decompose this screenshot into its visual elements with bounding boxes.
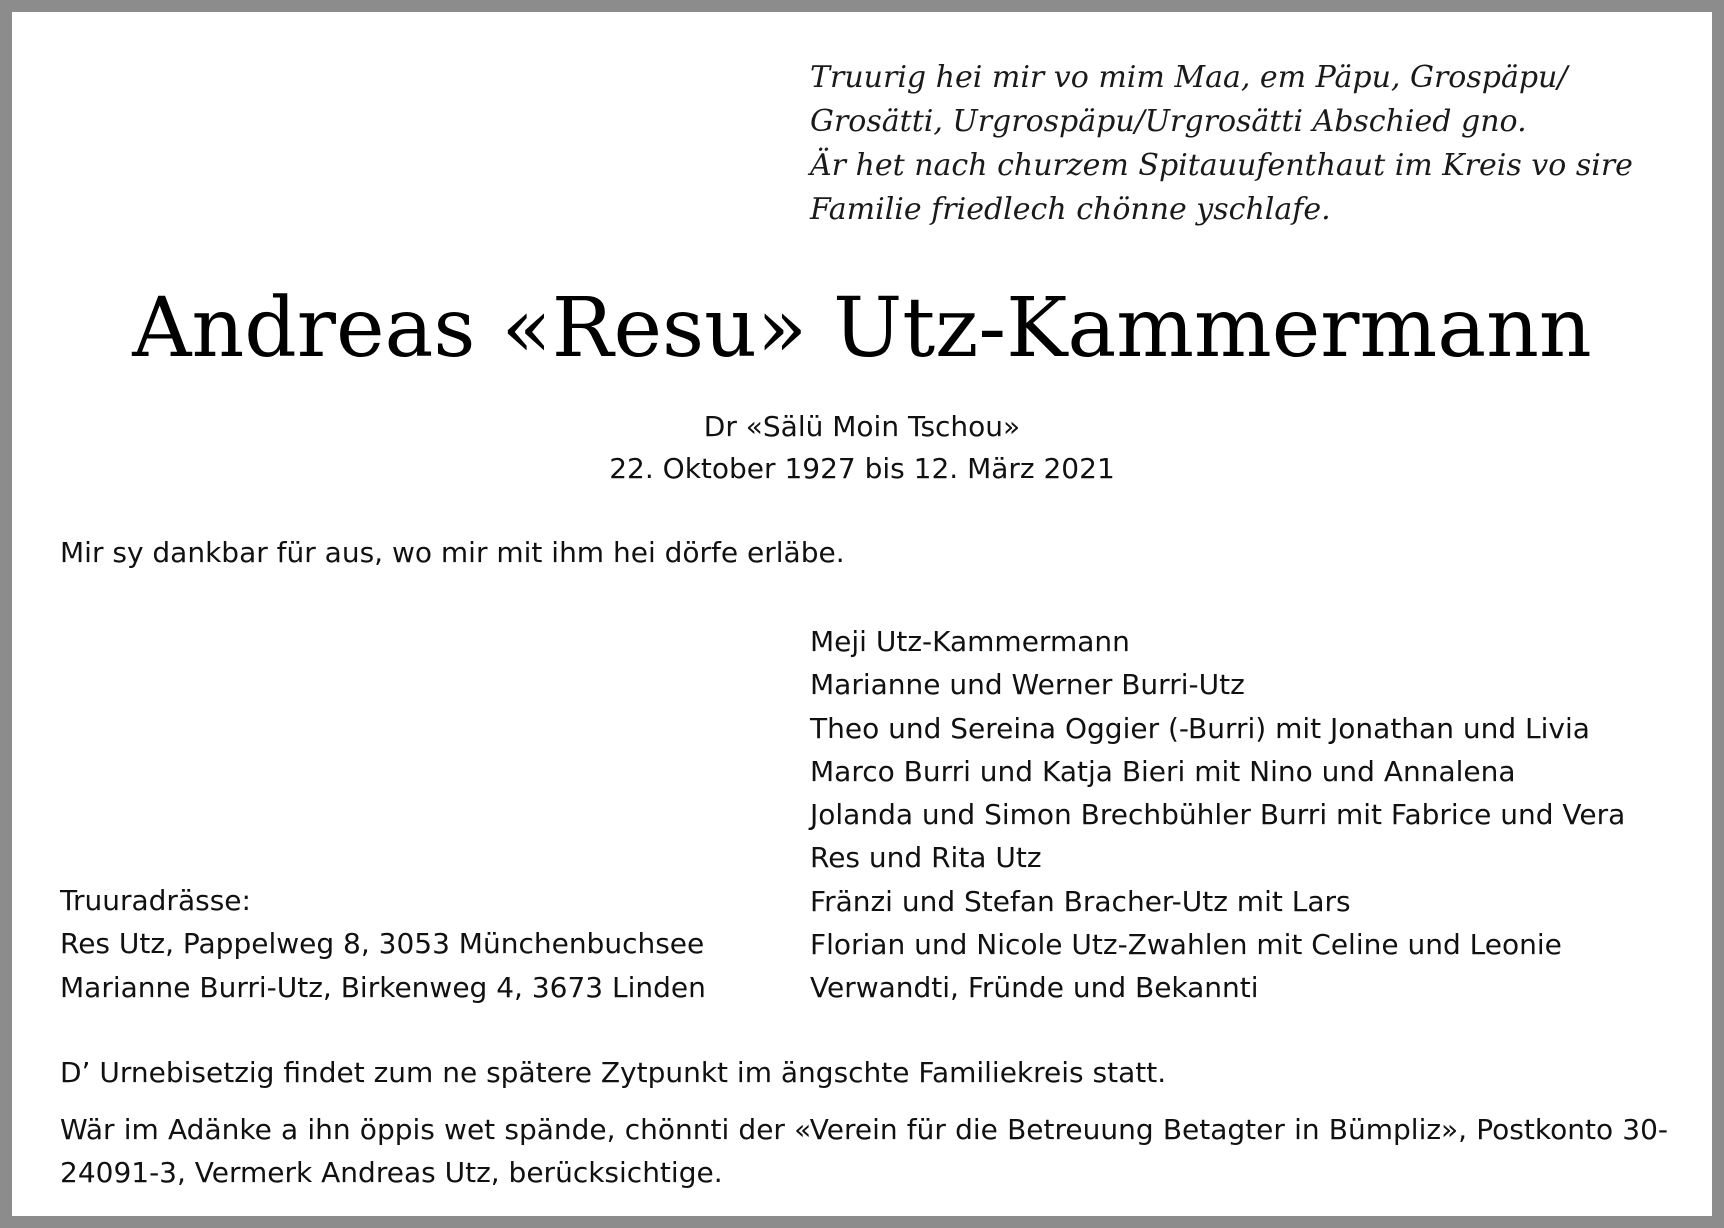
verse-line: Familie friedlech chönne yschlafe. <box>810 192 1331 227</box>
name-subtitle <box>12 406 1712 490</box>
verse-line: Truurig hei mir vo mim Maa, em Päpu, Grospäpu/ <box>810 60 1568 95</box>
burial-note: D’ Urnebisetzig findet zum ne spätere Zytpunkt im ängschte Familiekreis statt. <box>60 1056 1167 1089</box>
mourner-entry: Res und Rita Utz <box>810 841 1042 875</box>
mourner-entry: Jolanda und Simon Brechbühler Burri mit Fabrice und Vera <box>810 798 1626 832</box>
nickname: Dr «Sälü Moin Tschou» <box>703 410 1021 443</box>
mourner-entry: Florian und Nicole Utz-Zwahlen mit Celine und Leonie <box>810 928 1562 962</box>
verse-line: Grosätti, Urgrospäpu/Urgrosätti Abschied gno. <box>810 104 1527 139</box>
life-dates: 22. Oktober 1927 bis 12. März 2021 <box>609 452 1115 485</box>
thanks-text: Mir sy dankbar für aus, wo mir mit ihm hei dörfe erläbe. <box>60 536 845 569</box>
address-line: Marianne Burri-Utz, Birkenweg 4, 3673 Linden <box>60 970 706 1004</box>
mourning-address <box>60 879 706 1009</box>
mourner-entry: Meji Utz-Kammermann <box>810 625 1130 658</box>
deceased-name: Andreas «Resu» Utz-Kammermann <box>132 281 1592 376</box>
obituary-card <box>12 12 1712 1216</box>
address-line: Res Utz, Pappelweg 8, 3053 Münchenbuchsee <box>60 927 705 961</box>
mourner-entry: Verwandti, Fründe und Bekannti <box>810 971 1259 1005</box>
mourner-entry: Theo und Sereina Oggier (-Burri) mit Jonathan und Livia <box>810 711 1590 745</box>
mourners-list <box>810 620 1625 1010</box>
address-label: Truuradrässe: <box>60 884 251 917</box>
mourner-entry: Marco Burri und Katja Bieri mit Nino und Annalena <box>810 754 1516 788</box>
mourner-entry: Marianne und Werner Burri-Utz <box>810 668 1245 702</box>
donation-note: Wär im Adänke a ihn öppis wet spände, chönnti der «Verein für die Betreuung Betagter in Bümpliz», Postkonto 30-24091-3, Vermerk Andreas Utz, berücksichtige. <box>60 1113 1668 1189</box>
memorial-verse <box>810 56 1633 232</box>
mourner-entry: Fränzi und Stefan Bracher-Utz mit Lars <box>810 884 1351 918</box>
verse-line: Är het nach churzem Spitauufenthaut im Kreis vo sire <box>810 148 1633 183</box>
